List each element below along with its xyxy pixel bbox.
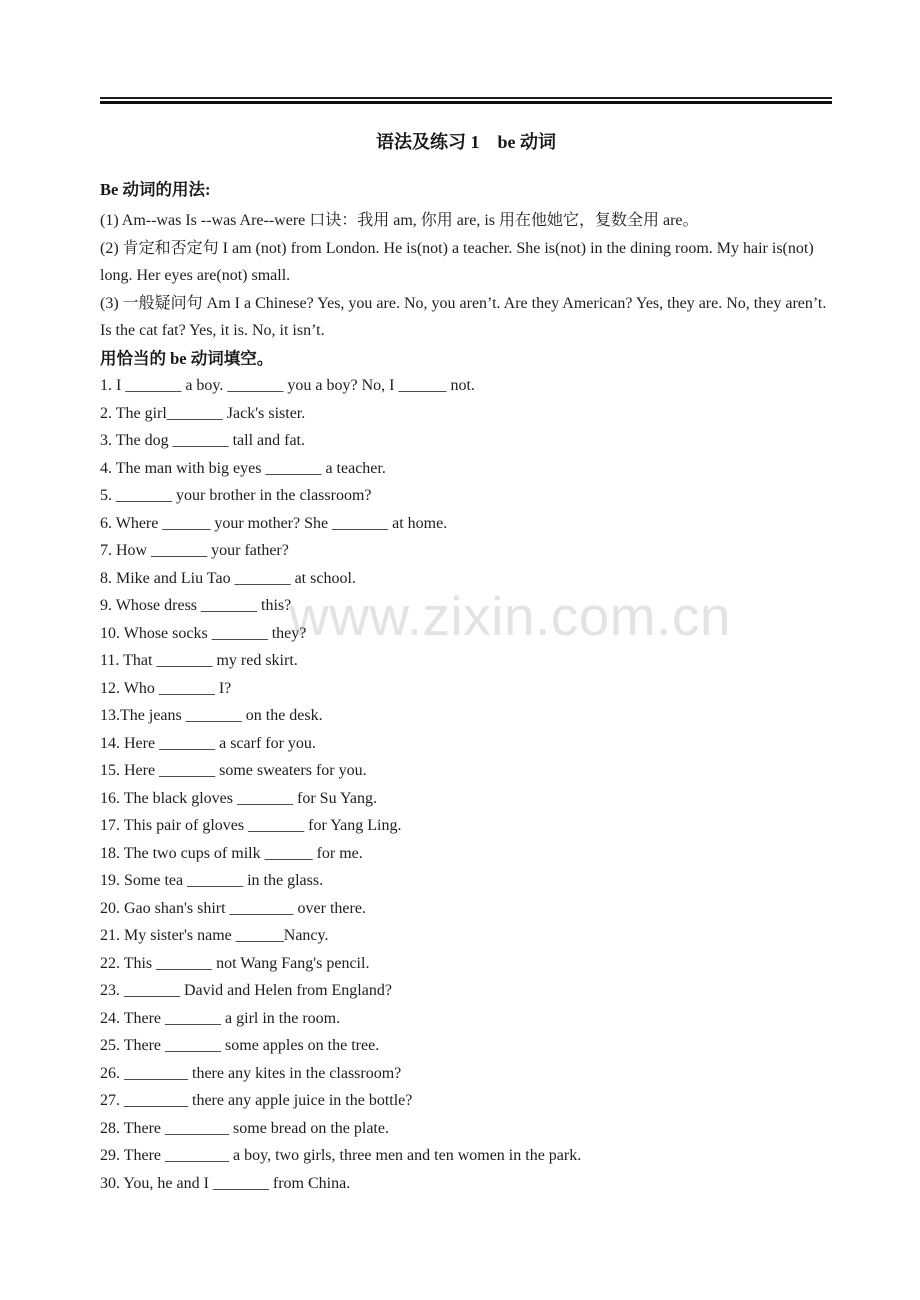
question-line-10: 10. Whose socks _______ they? bbox=[100, 624, 307, 642]
question-line-29: 29. There ________ a boy, two girls, three men and ten women in the park. bbox=[100, 1147, 582, 1164]
top-double-rule bbox=[100, 97, 832, 104]
page-title: 语法及练习 1 be 动词 bbox=[376, 132, 556, 152]
question-line-3: 3. The dog _______ tall and fat. bbox=[100, 432, 305, 449]
question-line-25: 25. There _______ some apples on the tree. bbox=[100, 1037, 380, 1054]
usage-heading: Be 动词的用法: bbox=[100, 180, 211, 199]
question-line-30: 30. You, he and I _______ from China. bbox=[100, 1174, 351, 1192]
question-line-11: 11. That _______ my red skirt. bbox=[100, 652, 298, 669]
question-line-4: 4. The man with big eyes _______ a teacher. bbox=[100, 459, 386, 477]
question-line-9: 9. Whose dress _______ this? bbox=[100, 597, 292, 614]
question-line-5: 5. _______ your brother in the classroom? bbox=[100, 487, 372, 504]
question-line-15: 15. Here _______ some sweaters for you. bbox=[100, 762, 367, 779]
fill-in-heading: 用恰当的 be 动词填空。 bbox=[100, 348, 274, 368]
question-line-12: 12. Who _______ I? bbox=[100, 679, 232, 697]
rule-line-1: (1) Am--was Is --was Are--were 口诀：我用 am, 你用 are, is 用在他她它，复数全用 are。 bbox=[100, 212, 699, 229]
question-line-6: 6. Where ______ your mother? She _______ at home. bbox=[100, 514, 448, 532]
question-line-8: 8. Mike and Liu Tao _______ at school. bbox=[100, 569, 356, 587]
question-line-21: 21. My sister's name ______Nancy. bbox=[100, 927, 329, 944]
question-line-23: 23. _______ David and Helen from England? bbox=[100, 982, 392, 999]
rules-section bbox=[100, 207, 832, 345]
question-line-13: 13.The jeans _______ on the desk. bbox=[100, 707, 323, 724]
question-line-22: 22. This _______ not Wang Fang's pencil. bbox=[100, 954, 370, 972]
rule-line-2: (2) 肯定和否定句 I am (not) from London. He is(not) a teacher. She is(not) in the dining room. My hair is(not) long. Her eyes are(not) small. bbox=[100, 239, 818, 284]
question-line-7: 7. How _______ your father? bbox=[100, 542, 289, 559]
question-line-17: 17. This pair of gloves _______ for Yang Ling. bbox=[100, 817, 402, 834]
question-line-1: 1. I _______ a boy. _______ you a boy? No, I ______ not. bbox=[100, 377, 475, 394]
question-line-19: 19. Some tea _______ in the glass. bbox=[100, 872, 324, 889]
question-line-18: 18. The two cups of milk ______ for me. bbox=[100, 844, 363, 862]
question-line-26: 26. ________ there any kites in the classroom? bbox=[100, 1064, 402, 1082]
watermark-text: www.zixin.com.cn bbox=[289, 585, 731, 647]
page-content bbox=[100, 104, 832, 1197]
question-line-24: 24. There _______ a girl in the room. bbox=[100, 1009, 341, 1027]
question-line-14: 14. Here _______ a scarf for you. bbox=[100, 734, 316, 752]
rule-line-3: (3) 一般疑问句 Am I a Chinese? Yes, you are. No, you aren’t. Are they American? Yes, they are. No, they aren’t. Is the cat fat? Yes, it is. No, it isn’t. bbox=[100, 294, 831, 339]
question-line-16: 16. The black gloves _______ for Su Yang. bbox=[100, 789, 378, 807]
question-line-28: 28. There ________ some bread on the plate. bbox=[100, 1119, 389, 1137]
question-line-2: 2. The girl_______ Jack's sister. bbox=[100, 404, 306, 422]
question-line-27: 27. ________ there any apple juice in the bottle? bbox=[100, 1092, 413, 1109]
question-list bbox=[100, 372, 832, 1197]
question-line-20: 20. Gao shan's shirt ________ over there. bbox=[100, 899, 366, 917]
